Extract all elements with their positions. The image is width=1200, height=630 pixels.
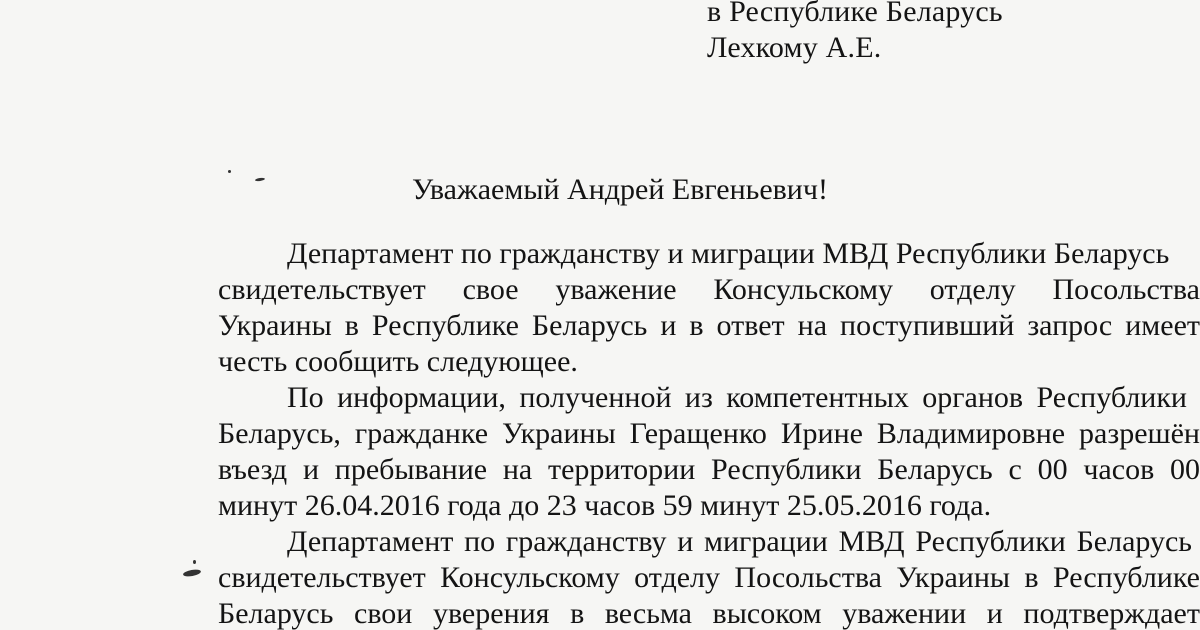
paragraph1-line3: Украины в Республике Беларусь и в ответ на поступивший запрос имеет xyxy=(218,309,1200,342)
paragraph1-line4: честь сообщить следующее. xyxy=(218,345,578,378)
paragraph2-line1: По информации, полученной из компетентных органов Республики xyxy=(287,381,1187,414)
scan-speck xyxy=(183,568,202,577)
paragraph3-line2: свидетельствует Консульскому отделу Посольства Украины в Республике xyxy=(218,561,1200,594)
addressee-block xyxy=(707,0,1003,66)
paragraph2-line4: минут 26.04.2016 года до 23 часов 59 минут 25.05.2016 года. xyxy=(218,489,992,522)
paragraph3-line1: Департамент по гражданству и миграции МВД Республики Беларусь xyxy=(287,525,1192,558)
paragraph2-line2: Беларусь, гражданке Украины Геращенко Ирине Владимировне разрешён xyxy=(218,417,1200,450)
salutation: Уважаемый Андрей Евгеньевич! xyxy=(412,173,828,206)
scan-speck xyxy=(228,170,231,173)
addressee-line-country: в Республике Беларусь xyxy=(707,0,1003,28)
addressee-line-name: Лехкому А.Е. xyxy=(707,31,882,64)
scan-speck xyxy=(193,560,196,564)
paragraph3-line3: Беларусь свои уверения в весьма высоком уважении и подтверждает xyxy=(218,597,1200,630)
paragraph1-line1: Департамент по гражданству и миграции МВД Республики Беларусь xyxy=(287,237,1170,270)
paragraph1-line2: свидетельствует свое уважение Консульскому отделу Посольства xyxy=(218,273,1200,306)
paragraph2-line3: въезд и пребывание на территории Республики Беларусь с 00 часов 00 xyxy=(218,453,1200,486)
